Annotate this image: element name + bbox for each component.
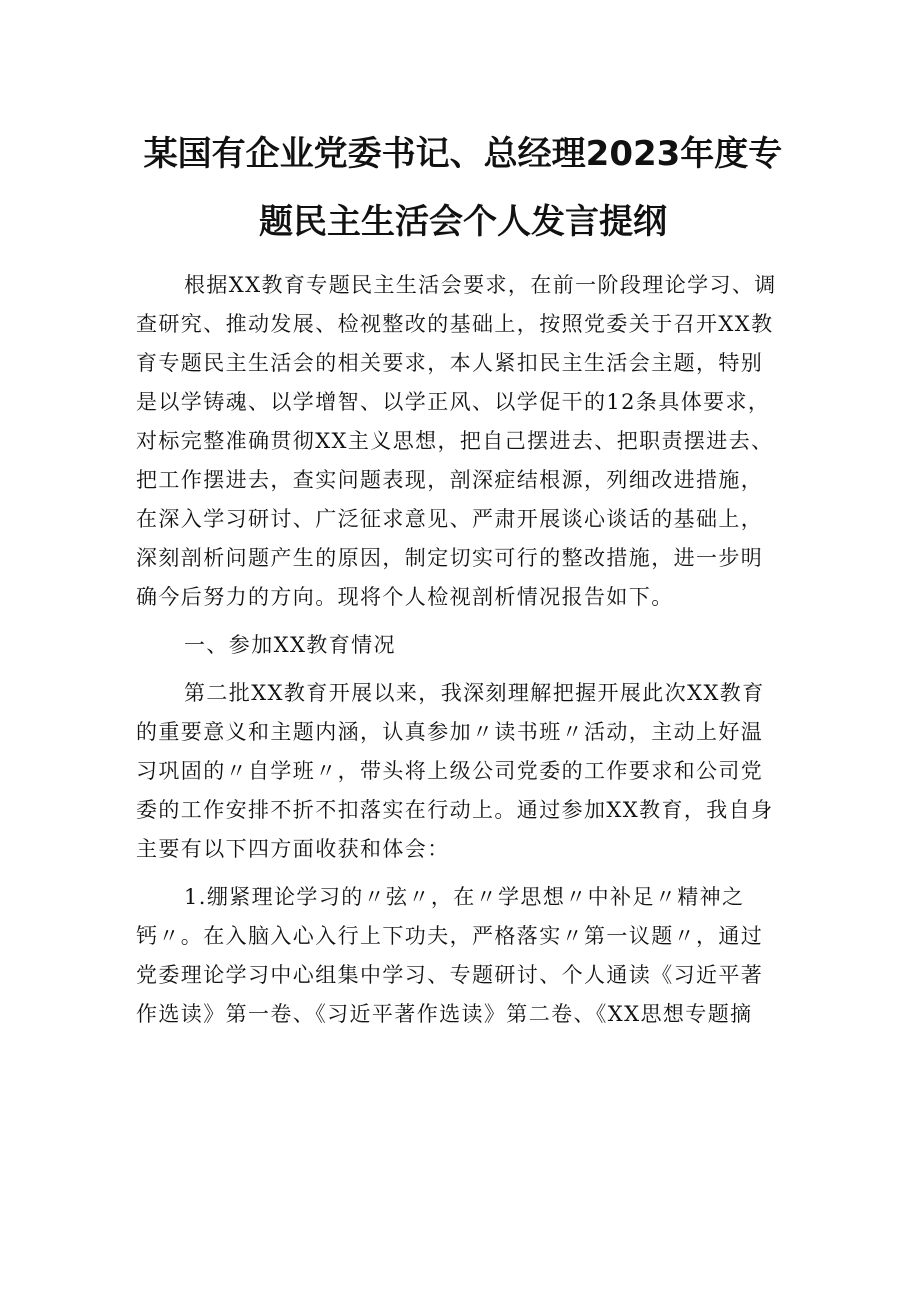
text-line: 育专题民主生活会的相关要求，本人紧扣民主生活会主题，特别 [136, 351, 764, 375]
text-line: 查研究、推动发展、检视整改的基础上，按照党委关于召开XX教 [136, 312, 774, 336]
text-line: 是以学铸魂、以学增智、以学正风、以学促干的12条具体要求， [136, 390, 771, 414]
text-line: 委的工作安排不折不扣落实在行动上。通过参加XX教育，我自身 [136, 798, 774, 822]
paragraph-item-1 [136, 878, 790, 1034]
text-line: 钙〃。在入脑入心入行上下功夫，严格落实〃第一议题〃，通过 [136, 924, 764, 948]
text-line: 第二批XX教育开展以来，我深刻理解把握开展此次XX教育 [184, 681, 765, 705]
text-line: 习巩固的〃自学班〃，带头将上级公司党委的工作要求和公司党 [136, 759, 764, 783]
text-line: 1.绷紧理论学习的〃弦〃，在〃学思想〃中补足〃精神之 [184, 885, 745, 909]
document-title [136, 120, 790, 256]
text-line: 确今后努力的方向。现将个人检视剖析情况报告如下。 [136, 585, 674, 609]
title-line-1: 某国有企业党委书记、总经理2023年度专 [143, 134, 783, 174]
section-heading [136, 626, 790, 665]
text-line: 深刻剖析问题产生的原因，制定切实可行的整改措施，进一步明 [136, 546, 764, 570]
text-line: 把工作摆进去，查实问题表现，剖深症结根源，列细改进措施， [136, 468, 764, 492]
document-body [136, 266, 790, 1034]
text-line: 根据XX教育专题民主生活会要求，在前一阶段理论学习、调 [184, 273, 777, 297]
section-heading-text: 一、参加XX教育情况 [184, 633, 396, 657]
paragraph-section-1 [136, 674, 790, 869]
text-line: 的重要意义和主题内涵，认真参加〃读书班〃活动，主动上好温 [136, 720, 764, 744]
text-line: 作选读》第一卷、《习近平著作选读》第二卷、《XX思想专题摘 [136, 1002, 753, 1026]
text-line: 对标完整准确贯彻XX主义思想，把自己摆进去、把职责摆进去、 [136, 429, 774, 453]
text-line: 主要有以下四方面收获和体会： [136, 837, 450, 861]
text-line: 在深入学习研讨、广泛征求意见、严肃开展谈心谈话的基础上， [136, 507, 764, 531]
paragraph-intro [136, 266, 790, 617]
text-line: 党委理论学习中心组集中学习、专题研讨、个人通读《习近平著 [136, 963, 764, 987]
title-line-2: 题民主生活会个人发言提纲 [259, 202, 667, 242]
